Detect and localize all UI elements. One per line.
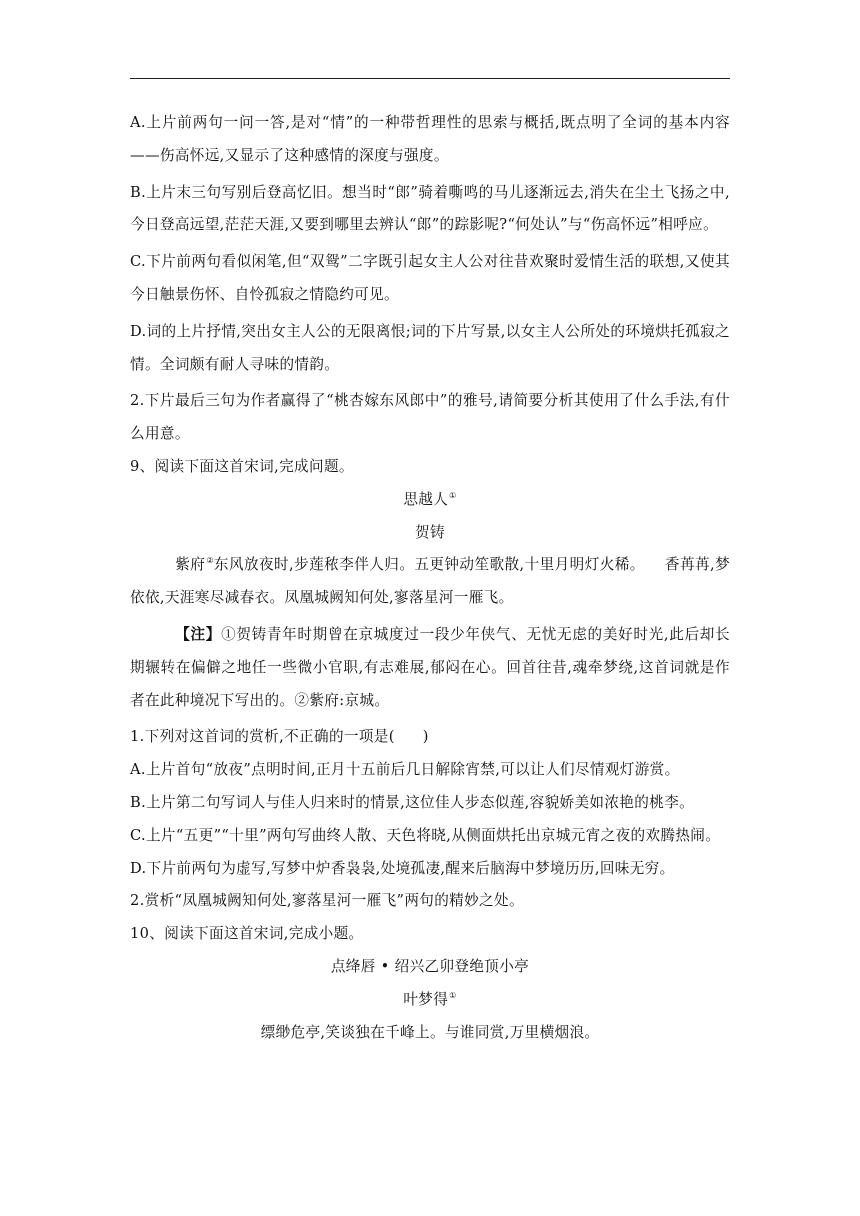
q9-option-b: B.上片第二句写词人与佳人归来时的情景,这位佳人步态似莲,容貌娇美如浓艳的桃李。 <box>130 793 695 811</box>
q9-note <box>130 619 730 717</box>
q9-author: 贺铸 <box>415 523 445 541</box>
q10-author: 叶梦得 <box>403 990 449 1008</box>
q9-question-1-end: ) <box>422 728 429 746</box>
q10-poem-line1: 缥缈危亭,笑谈独在千峰上。与谁同赏,万里横烟浪。 <box>260 1023 600 1041</box>
q9-heading: 9、阅读下面这首宋词,完成问题。 <box>130 457 354 475</box>
header-rule <box>130 78 730 79</box>
q10-author-note-mark: ① <box>449 990 457 1000</box>
q9-poem-line1-b: 东风放夜时,步莲秾李伴人归。五更钟动笙歌散,十里月明灯火稀。 <box>213 556 645 574</box>
q8-option-c: C.下片前两句看似闲笔,但“双鸳”二字既引起女主人公对往昔欢聚时爱情生活的联想,又使其今日触景伤怀、自怜孤寂之情隐约可见。 <box>130 253 730 303</box>
q9-poem-line1-c: 香苒苒,梦依依,天涯寒尽减春衣。凤凰城阙知何处,寥落星河一雁飞。 <box>130 556 731 607</box>
q9-question-1 <box>130 721 730 754</box>
q10-author-line <box>130 984 730 1017</box>
q9-note-text: ①贺铸青年时期曾在京城度过一段少年侠气、无忧无虑的美好时光,此后却长期辗转在偏僻之地任一些微小官职,有志难展,郁闷在心。回首往昔,魂牵梦绕,这首词就是作者在此种境况下写出的。②紫府:京城。 <box>130 625 730 709</box>
q8-option-a: A.上片前两句一问一答,是对“情”的一种带哲理性的思索与概括,既点明了全词的基本内容——伤高怀远,又显示了这种感情的深度与强度。 <box>130 114 730 164</box>
q10-poem-title: 点绛唇 • 绍兴乙卯登绝顶小亭 <box>330 957 530 975</box>
q8-option-d: D.词的上片抒情,突出女主人公的无限离恨;词的下片写景,以女主人公所处的环境烘托孤寂之情。全词颇有耐人寻味的情韵。 <box>130 322 730 373</box>
q8-question-2: 2.下片最后三句为作者赢得了“桃杏嫁东风郎中”的雅号,请简要分析其使用了什么手法,有什么用意。 <box>130 392 730 443</box>
q10-heading: 10、阅读下面这首宋词,完成小题。 <box>130 925 364 943</box>
document-body <box>130 107 730 1049</box>
q9-question-1-text: 1.下列对这首词的赏析,不正确的一项是( <box>130 728 395 746</box>
q9-note-label: 【注】 <box>175 625 222 643</box>
q9-option-c: C.上片“五更”“十里”两句写曲终人散、天色将晓,从侧面烘托出京城元宵之夜的欢腾热闹。 <box>130 826 721 844</box>
q9-poem-line1-a: 紫府 <box>175 556 206 574</box>
q9-poem-title: 思越人 <box>403 490 449 508</box>
q9-poem-note-mark: ② <box>206 556 214 566</box>
q9-question-2: 2.赏析“凤凰城阙知何处,寥落星河一雁飞”两句的精妙之处。 <box>130 892 524 910</box>
q9-poem-body <box>130 549 730 615</box>
q9-option-a: A.上片首句“放夜”点明时间,正月十五前后几日解除宵禁,可以让人们尽情观灯游赏。 <box>130 761 680 779</box>
q9-option-d: D.下片前两句为虚写,写梦中炉香袅袅,处境孤凄,醒来后脑海中梦境历历,回味无穷。 <box>130 859 675 877</box>
q9-poem-title-line <box>130 484 730 517</box>
q8-option-b: B.上片末三句写别后登高忆旧。想当时“郎”骑着嘶鸣的马儿逐渐远去,消失在尘土飞扬之中,今日登高远望,茫茫天涯,又要到哪里去辨认“郎”的踪影呢?“何处认”与“伤高怀远”相呼应。 <box>130 183 730 234</box>
q9-title-note-mark: ① <box>449 490 457 500</box>
